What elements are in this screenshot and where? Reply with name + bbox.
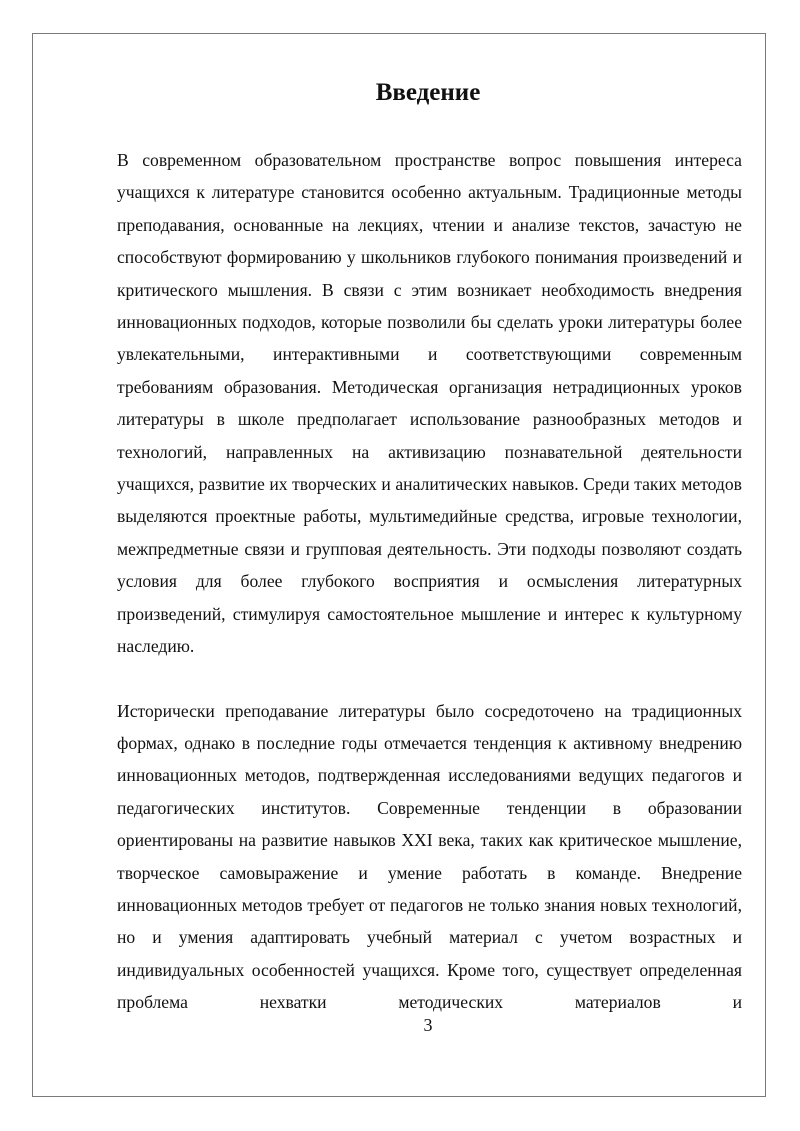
page-title: Введение — [375, 79, 481, 106]
body-text — [117, 144, 742, 1019]
paragraph-2: Исторически преподавание литературы было сосредоточено на традиционных формах, однако в последние годы отмечается тенденция к активному внедрению инновационных методов, подтвержденная исследованиями ведущих педагогов и педагогических институтов. Современные тенденции в образовании ориентированы на развитие навыков XXI века, таких как критическое мышление, творческое самовыражение и умение работать в команде. Внедрение инновационных методов требует от педагогов не только знания новых технологий, но и умения адаптировать учебный материал с учетом возрастных и индивидуальных особенностей учащихся. Кроме того, существует определенная проблема нехватки методических материалов и — [117, 700, 742, 1013]
page-number: 3 — [423, 1015, 433, 1035]
paragraph-1: В современном образовательном пространстве вопрос повышения интереса учащихся к литературе становится особенно актуальным. Традиционные методы преподавания, основанные на лекциях, чтении и анализе текстов, зачастую не способствуют формированию у школьников глубокого понимания произведений и критического мышления. В связи с этим возникает необходимость внедрения инновационных подходов, которые позволили бы сделать уроки литературы более увлекательными, интерактивными и соответствующими современным требованиям образования. Методическая организация нетрадиционных уроков литературы в школе предполагает использование разнообразных методов и технологий, направленных на активизацию познавательной деятельности учащихся, развитие их творческих и аналитических навыков. Среди таких методов выделяются проектные работы, мультимедийные средства, игровые технологии, межпредметные связи и групповая деятельность. Эти подходы позволяют создать условия для более глубокого восприятия и осмысления литературных произведений, стимулируя самостоятельное мышление и интерес к культурному наследию. — [117, 150, 742, 657]
paragraph-spacer — [117, 663, 742, 695]
